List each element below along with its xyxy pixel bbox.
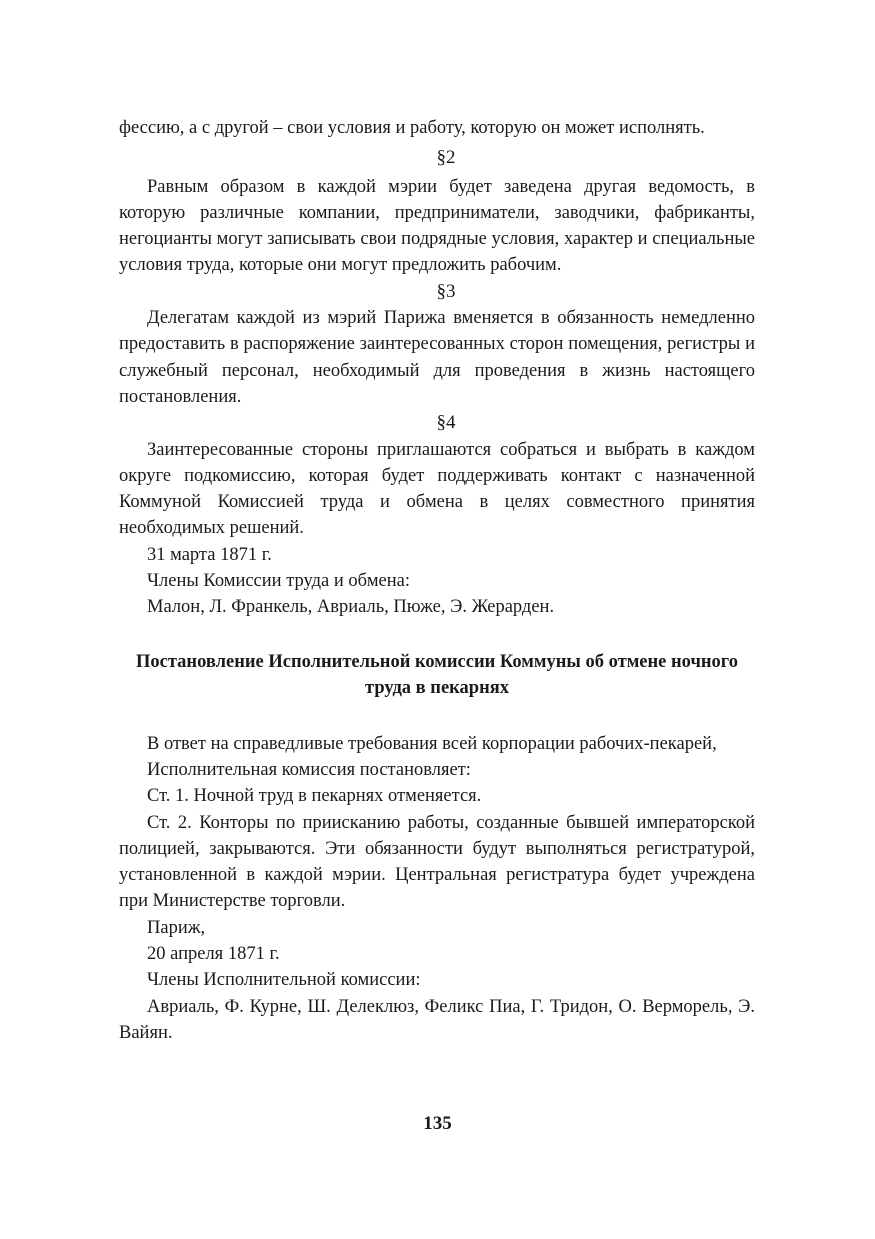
decree1-signatories: Малон, Л. Франкель, Авриаль, Пюже, Э. Жерарден. [147,597,555,618]
section-mark-3: §3 [436,280,456,302]
decree1-date: 31 марта 1871 г. [147,544,272,565]
decree2-place: Париж, [147,917,206,938]
section-2-text: Равным образом в каждой мэрии будет заведена другая ведомость, в которую различные компании, предприниматели, заводчики, фабриканты, негоцианты могут записывать свои подрядные условия, характер и специальные условия труда, которые они могут предложить рабочим. [119,176,755,276]
decree2-signatories-label: Члены Исполнительной комиссии: [147,970,421,991]
decree2-signatories: Авриаль, Ф. Курне, Ш. Делеклюз, Феликс Пиа, Г. Тридон, О. Верморель, Э. Вайян. [119,996,755,1043]
decree2-title: Постановление Исполнительной комиссии Коммуны об отмене ночного труда в пекарнях [136,651,738,698]
section-4-text: Заинтересованные стороны приглашаются собраться и выбрать в каждом округе подкомиссию, которая будет поддерживать контакт с назначенной Коммуной Комиссией труда и обмена в целях совместного принятия необходимых решений. [119,439,755,539]
article-1: Ст. 1. Ночной труд в пекарнях отменяется. [147,786,482,807]
decree2-preamble: В ответ на справедливые требования всей корпорации рабочих-пекарей, [147,733,717,754]
section-3-text: Делегатам каждой из мэрий Парижа вменяется в обязанность немедленно предоставить в распоряжение заинтересованных сторон помещения, регистры и служебный персонал, необходимый для проведения в жизнь настоящего постановления. [119,308,755,407]
decree2-resolves: Исполнительная комиссия постановляет: [147,759,471,780]
article-2: Ст. 2. Конторы по приисканию работы, созданные бывшей императорской полицией, закрываются. Эти обязанности будут выполняться регистратурой, установленной в каждой мэрии. Центральная регистратура будет учреждена при Министерстве торговли. [119,812,755,912]
decree1-signatories-label: Члены Комиссии труда и обмена: [147,571,411,592]
paragraph-continuation: фессию, а с другой – свои условия и работу, которую он может исполнять. [119,118,705,138]
section-mark-4: §4 [436,412,456,434]
page-body [119,115,755,1046]
decree2-date: 20 апреля 1871 г. [147,944,280,965]
section-mark-2: §2 [436,147,456,169]
page-number: 135 [423,1113,452,1134]
